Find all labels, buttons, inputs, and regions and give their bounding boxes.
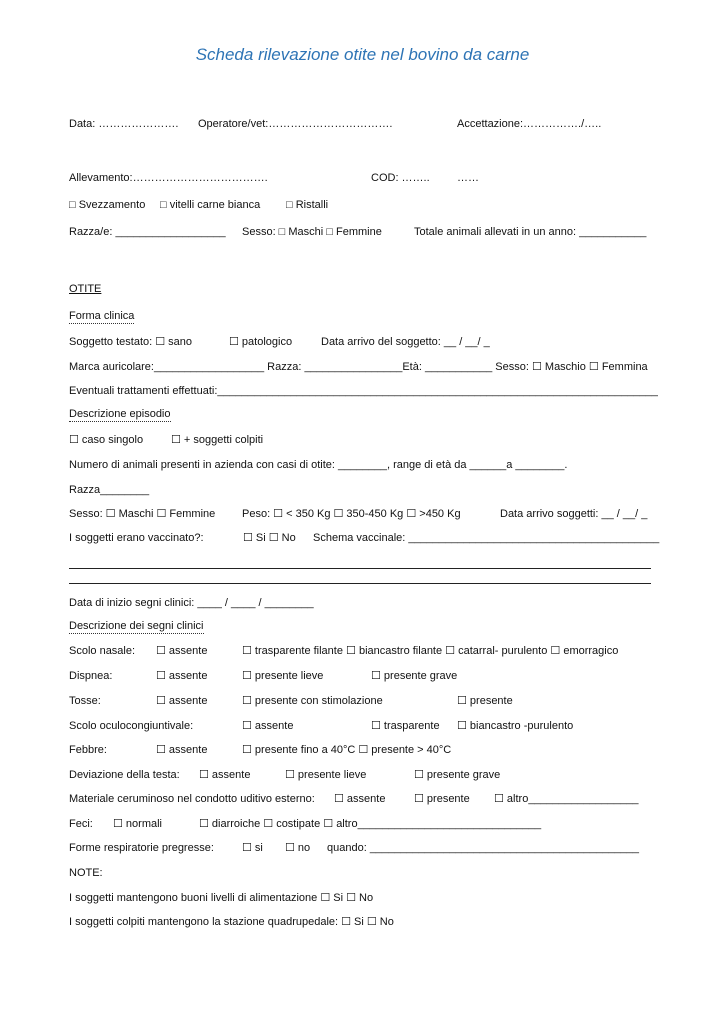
ceruminoso-assente[interactable]: ☐ assente xyxy=(334,793,386,805)
ceruminoso-presente[interactable]: ☐ presente xyxy=(414,793,470,805)
respiratorie-si[interactable]: ☐ si xyxy=(242,842,263,854)
tosse-stimolazione[interactable]: ☐ presente con stimolazione xyxy=(242,695,383,707)
respiratorie-label: Forme respiratorie pregresse: xyxy=(69,842,214,854)
tosse-label: Tosse: xyxy=(69,695,101,707)
blank-line-2[interactable] xyxy=(69,583,651,584)
dispnea-lieve[interactable]: ☐ presente lieve xyxy=(242,670,324,682)
quadrupedale-row[interactable]: I soggetti colpiti mantengono la stazione quadrupedale: ☐ Si ☐ No xyxy=(69,916,394,928)
data-arrivo-soggetti-field[interactable]: Data arrivo soggetti: __ / __/ _ xyxy=(500,508,648,520)
patologico-checkbox[interactable]: ☐ patologico xyxy=(229,336,293,348)
section-forma-clinica: Forma clinica xyxy=(69,310,135,322)
cod-field-2[interactable]: …… xyxy=(457,172,479,184)
scolo-oculo-purulento[interactable]: ☐ biancastro -purulento xyxy=(457,720,574,732)
allevamento-field[interactable]: Allevamento:………………………………. xyxy=(69,172,268,184)
svezzamento-checkbox[interactable]: □ Svezzamento xyxy=(69,199,146,211)
peso-checkboxes[interactable]: Peso: ☐ < 350 Kg ☐ 350-450 Kg ☐ >450 Kg xyxy=(242,508,461,520)
numero-animali-field[interactable]: Numero di animali presenti in azienda con casi di otite: ________, range di età da ______a ________. xyxy=(69,459,568,471)
page-title: Scheda rilevazione otite nel bovino da carne xyxy=(195,45,530,64)
dispnea-assente[interactable]: ☐ assente xyxy=(156,670,208,682)
accettazione-field[interactable]: Accettazione:……………./….. xyxy=(457,118,602,130)
totale-field[interactable]: Totale animali allevati in un anno: ___________ xyxy=(414,226,647,238)
razza-field[interactable]: Razza/e: __________________ xyxy=(69,226,226,238)
operatore-field[interactable]: Operatore/vet:……………………………. xyxy=(198,118,393,130)
febbre-label: Febbre: xyxy=(69,744,107,756)
ceruminoso-altro[interactable]: ☐ altro__________________ xyxy=(494,793,639,805)
data-arrivo-field[interactable]: Data arrivo del soggetto: __ / __/ _ xyxy=(321,336,490,348)
section-descrizione-segni: Descrizione dei segni clinici xyxy=(69,620,204,632)
deviazione-lieve[interactable]: ☐ presente lieve xyxy=(285,769,367,781)
febbre-assente[interactable]: ☐ assente xyxy=(156,744,208,756)
trattamenti-field[interactable]: Eventuali trattamenti effettuati:________________________________________________________________________ xyxy=(69,385,658,397)
schema-vaccinale-field[interactable]: Schema vaccinale: _________________________________________ xyxy=(313,532,660,544)
scolo-nasale-options[interactable]: ☐ trasparente filante ☐ biancastro filante ☐ catarral- purulento ☐ emorragico xyxy=(242,645,619,657)
deviazione-grave[interactable]: ☐ presente grave xyxy=(414,769,501,781)
deviazione-testa-label: Deviazione della testa: xyxy=(69,769,180,781)
feci-normali[interactable]: ☐ normali xyxy=(113,818,162,830)
scolo-oculo-trasparente[interactable]: ☐ trasparente xyxy=(371,720,440,732)
razza-episodio-field[interactable]: Razza________ xyxy=(69,484,150,496)
ceruminoso-label: Materiale ceruminoso nel condotto uditivo esterno: xyxy=(69,793,315,805)
febbre-options[interactable]: ☐ presente fino a 40°C ☐ presente > 40°C xyxy=(242,744,452,756)
ristalli-checkbox[interactable]: □ Ristalli xyxy=(286,199,329,211)
scolo-oculo-label: Scolo oculocongiuntivale: xyxy=(69,720,194,732)
data-inizio-segni-field[interactable]: Data di inizio segni clinici: ____ / ____ / ________ xyxy=(69,597,314,609)
tosse-presente[interactable]: ☐ presente xyxy=(457,695,513,707)
sesso-checkboxes[interactable]: Sesso: □ Maschi □ Femmine xyxy=(242,226,382,238)
section-otite: OTITE xyxy=(69,283,102,295)
scolo-oculo-assente[interactable]: ☐ assente xyxy=(242,720,294,732)
tosse-assente[interactable]: ☐ assente xyxy=(156,695,208,707)
vitelli-checkbox[interactable]: □ vitelli carne bianca xyxy=(160,199,261,211)
dispnea-grave[interactable]: ☐ presente grave xyxy=(371,670,458,682)
feci-options[interactable]: ☐ diarroiche ☐ costipate ☐ altro______________________________ xyxy=(199,818,542,830)
blank-line-1[interactable] xyxy=(69,568,651,569)
cod-field[interactable]: COD: …….. xyxy=(371,172,430,184)
note-label: NOTE: xyxy=(69,867,103,879)
respiratorie-quando[interactable]: quando: ____________________________________________ xyxy=(327,842,639,854)
dispnea-label: Dispnea: xyxy=(69,670,113,682)
sesso-episodio-checkboxes[interactable]: Sesso: ☐ Maschi ☐ Femmine xyxy=(69,508,216,520)
section-descrizione-episodio: Descrizione episodio xyxy=(69,408,171,420)
soggetti-colpiti-checkbox[interactable]: ☐ + soggetti colpiti xyxy=(171,434,264,446)
sano-checkbox[interactable]: Soggetto testato: ☐ sano xyxy=(69,336,192,348)
respiratorie-no[interactable]: ☐ no xyxy=(285,842,311,854)
vaccinati-checkboxes[interactable]: ☐ Si ☐ No xyxy=(243,532,296,544)
caso-singolo-checkbox[interactable]: ☐ caso singolo xyxy=(69,434,144,446)
scolo-nasale-assente[interactable]: ☐ assente xyxy=(156,645,208,657)
scolo-nasale-label: Scolo nasale: xyxy=(69,645,136,657)
marca-row[interactable]: Marca auricolare:__________________ Razza: ________________Età: ___________ Sesso: ☐ Maschio ☐ Femmina xyxy=(69,361,648,373)
deviazione-assente[interactable]: ☐ assente xyxy=(199,769,251,781)
alimentazione-row[interactable]: I soggetti mantengono buoni livelli di alimentazione ☐ Si ☐ No xyxy=(69,892,374,904)
feci-label: Feci: xyxy=(69,818,93,830)
vaccinati-label: I soggetti erano vaccinato?: xyxy=(69,532,204,544)
data-field[interactable]: Data: …………………. xyxy=(69,118,179,130)
